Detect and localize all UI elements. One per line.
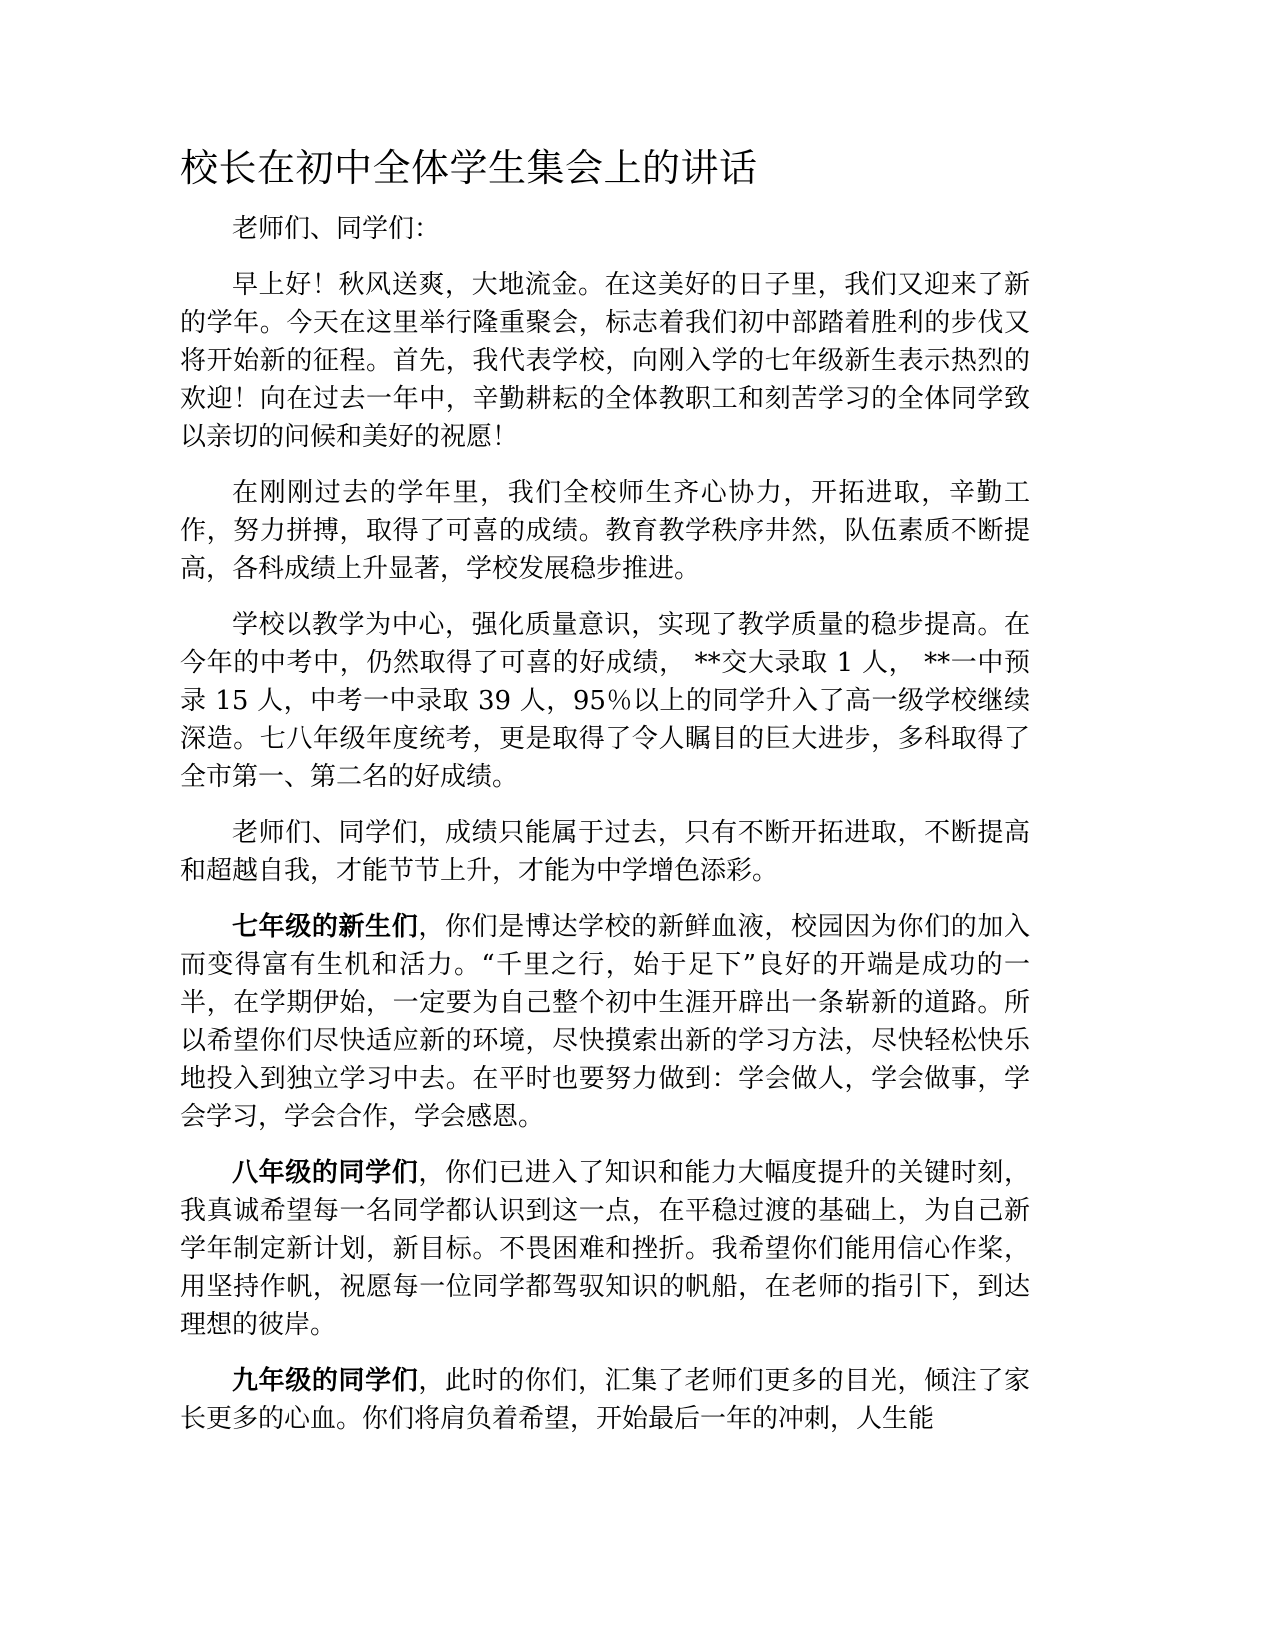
paragraph-grade-nine <box>180 1362 1030 1438</box>
paragraph-text: ，此时的你们，汇集了老师们更多的目光，倾注了家长更多的心血。你们将肩负着希望，开始最后一年的冲刺，人生能 <box>180 1366 1030 1434</box>
paragraph-text: ，你们是博达学校的新鲜血液，校园因为你们的加入而变得富有生机和活力。“千里之行，始于足下”良好的开端是成功的一半，在学期伊始，一定要为自己整个初中生涯开辟出一条崭新的道路。所以希望你们尽快适应新的环境，尽快摸索出新的学习方法，尽快轻松快乐地投入到独立学习中去。在平时也要努力做到：学会做人，学会做事，学会学习，学会合作，学会感恩。 <box>180 912 1030 1132</box>
paragraph-text: 学校以教学为中心，强化质量意识，实现了教学质量的稳步提高。在今年的中考中，仍然取得了可喜的好成绩， **交大录取 1 人， **一中预录 15 人，中考一中录取 39 人，95％以上的同学升入了高一级学校继续深造。七八年级年度统考，更是取得了令人瞩目的巨大进步，多科取得了全市第一、第二名的好成绩。 <box>180 610 1030 792</box>
paragraph-progress <box>180 814 1030 890</box>
paragraph-achievements <box>180 474 1030 588</box>
paragraph-grade-seven <box>180 908 1030 1136</box>
paragraph-text: 老师们、同学们： <box>232 214 441 244</box>
document-title: 校长在初中全体学生集会上的讲话 <box>180 146 758 190</box>
paragraph-text: 老师们、同学们，成绩只能属于过去，只有不断开拓进取，不断提高和超越自我，才能节节上升，才能为中学增色添彩。 <box>180 818 1030 886</box>
paragraph-grade-eight <box>180 1154 1030 1344</box>
paragraph-opening <box>180 266 1030 456</box>
paragraph-text: 早上好！秋风送爽，大地流金。在这美好的日子里，我们又迎来了新的学年。今天在这里举行隆重聚会，标志着我们初中部踏着胜利的步伐又将开始新的征程。首先，我代表学校，向刚入学的七年级新生表示热烈的欢迎！向在过去一年中，辛勤耕耘的全体教职工和刻苦学习的全体同学致以亲切的问候和美好的祝愿！ <box>180 270 1030 452</box>
paragraph-lead: 八年级的同学们 <box>232 1158 419 1188</box>
paragraph-exam-results <box>180 606 1030 796</box>
document-page <box>180 140 1030 1456</box>
paragraph-text: 在刚刚过去的学年里，我们全校师生齐心协力，开拓进取，辛勤工作，努力拼搏，取得了可喜的成绩。教育教学秩序井然，队伍素质不断提高，各科成绩上升显著，学校发展稳步推进。 <box>180 478 1030 584</box>
paragraph-lead: 七年级的新生们 <box>232 912 419 942</box>
paragraph-greeting <box>180 210 1030 248</box>
paragraph-lead: 九年级的同学们 <box>232 1366 419 1396</box>
paragraph-text: ，你们已进入了知识和能力大幅度提升的关键时刻，我真诚希望每一名同学都认识到这一点，在平稳过渡的基础上，为自己新学年制定新计划，新目标。不畏困难和挫折。我希望你们能用信心作桨，用坚持作帆，祝愿每一位同学都驾驭知识的帆船，在老师的指引下，到达理想的彼岸。 <box>180 1158 1030 1340</box>
